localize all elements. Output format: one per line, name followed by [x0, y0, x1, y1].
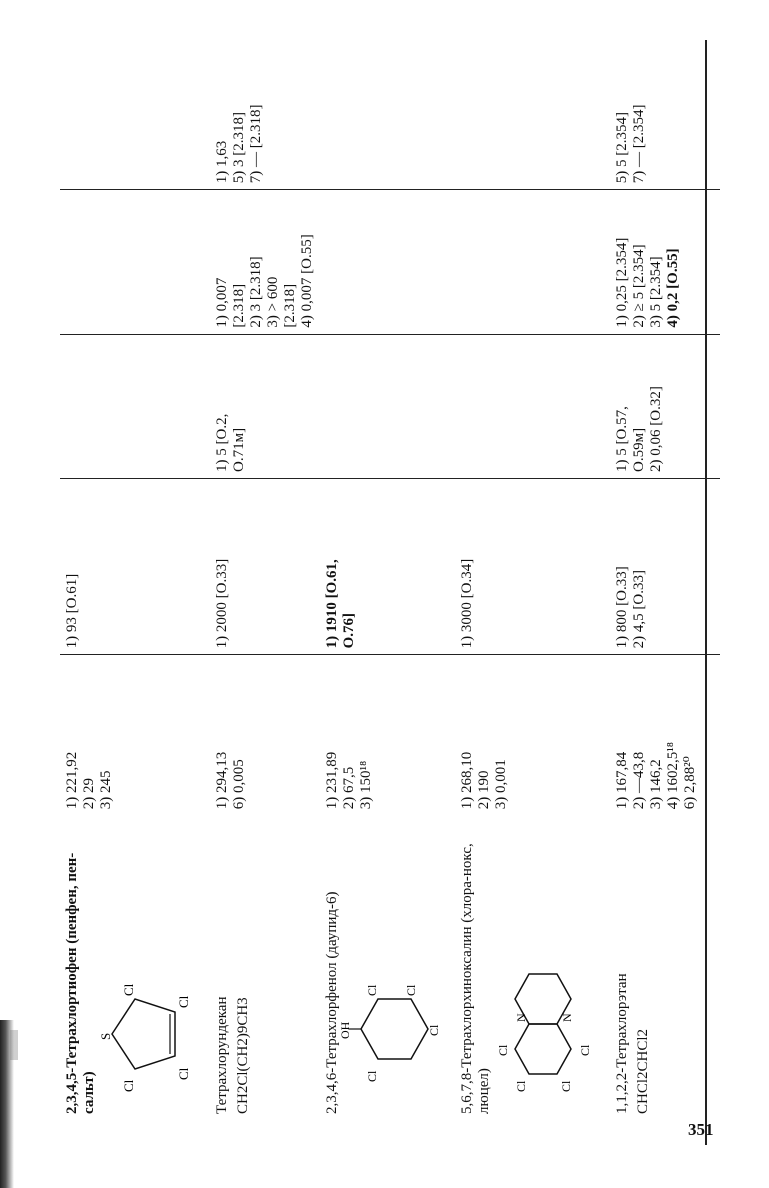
toxicity-cell-3 — [455, 190, 610, 334]
toxicity-cell-4 — [455, 40, 610, 190]
substance-formula: CH2Cl(CH2)9CH3 — [235, 997, 251, 1114]
substance-name: 1,1,2,2-Тетрахлорэтан — [614, 973, 630, 1114]
table-row — [210, 40, 320, 1120]
svg-text:N: N — [560, 1013, 574, 1022]
toxicity-cell-4 — [320, 40, 455, 190]
svg-text:Cl: Cl — [176, 1067, 191, 1080]
toxicity-cell-1: 1) 1910 [O.61, O.76] — [324, 559, 357, 649]
physical-props-cell: 1) 167,84 2) —43,8 3) 146,2 4) 1602,5¹⁸ 6) 2,88²⁰ — [614, 742, 698, 810]
toxicity-cell-4 — [60, 40, 210, 190]
physical-props-cell: 1) 221,92 2) 29 3) 245 — [64, 751, 114, 810]
svg-text:OH: OH — [338, 1021, 352, 1039]
toxicity-cell-3 — [320, 190, 455, 334]
table-row — [320, 40, 455, 1120]
physical-props-cell: 1) 268,10 2) 190 3) 0,001 — [459, 751, 509, 810]
svg-text:N: N — [514, 1013, 528, 1022]
svg-text:Cl: Cl — [365, 984, 379, 996]
toxicity-cell-1: 1) 800 [O.33] 2) 4,5 [O.33] — [614, 566, 647, 649]
table-row — [455, 40, 610, 1120]
substance-name: Тетрахлорундекан — [214, 996, 230, 1114]
substance-name: 2,3,4,5-Тетрахлортиофен (пенфен, пен-сальт) — [64, 852, 97, 1114]
substance-cell — [60, 815, 210, 1120]
toxicity-cell-2 — [455, 334, 610, 478]
toxicity-cell-3: 1) 0,007 [2.318] 2) 3 [2.318] 3) > 600 [2.318] 4) 0,007 [O.55] — [214, 234, 315, 328]
toxicity-cell-2 — [60, 334, 210, 478]
toxicity-cell-3: 1) 0,25 [2.354] 2) ≥ 5 [2.354] 3) 5 [2.354] 4) 0,2 [O.55] — [614, 237, 681, 328]
svg-text:Cl: Cl — [121, 1079, 136, 1092]
toxicity-cell-2: 1) 5 [O.2, O.71м] — [214, 413, 247, 472]
toxicity-cell-4: 1) 1,63 5) 3 [2.318] 7) — [2.318] — [214, 104, 264, 184]
substance-cell — [210, 815, 320, 1120]
toxicity-cell-1: 1) 3000 [O.34] — [459, 558, 475, 649]
scan-artifact — [10, 1030, 18, 1060]
substance-cell — [610, 815, 720, 1120]
physical-props-cell: 1) 294,13 6) 0,005 — [214, 751, 247, 810]
toxicity-table — [60, 40, 720, 1120]
substance-formula: CHCl2CHCl2 — [635, 1028, 651, 1114]
svg-text:Cl: Cl — [427, 1024, 441, 1036]
struct-label: S — [98, 1032, 113, 1040]
toxicity-cell-1: 1) 93 [O.61] — [64, 573, 80, 649]
svg-text:Cl: Cl — [176, 995, 191, 1008]
toxicity-cell-2: 1) 5 [O.57, O.59м] 2) 0,06 [O.32] — [614, 386, 664, 472]
svg-text:Cl: Cl — [559, 1080, 573, 1092]
toxicity-cell-2 — [320, 334, 455, 478]
svg-text:Cl: Cl — [514, 1080, 528, 1092]
svg-text:Cl: Cl — [121, 983, 136, 996]
substance-cell — [455, 815, 610, 1120]
rotated-table-page — [60, 40, 710, 1120]
phenol-structure-icon — [338, 964, 441, 1094]
table-row — [60, 40, 210, 1120]
substance-name: 5,6,7,8-Тетрахлорхиноксалин (хлора-нокс, люцел) — [459, 843, 492, 1114]
substance-cell — [320, 815, 455, 1120]
svg-text:Cl: Cl — [496, 1044, 510, 1056]
quinoxaline-structure-icon — [495, 944, 595, 1094]
page-number: 351 — [688, 1120, 714, 1139]
table-row — [610, 40, 720, 1120]
substance-name: 2,3,4,6-Тетрахлорфенол (даупид-6) — [324, 891, 340, 1114]
thiophene-structure-icon — [100, 974, 190, 1094]
svg-text:Cl: Cl — [578, 1044, 592, 1056]
svg-text:Cl: Cl — [365, 1070, 379, 1082]
physical-props-cell: 1) 231,89 2) 67,5 3) 150¹⁸ — [324, 751, 374, 810]
toxicity-cell-4: 5) 5 [2.354] 7) — [2.354] — [614, 104, 647, 184]
svg-text:Cl: Cl — [404, 984, 418, 996]
toxicity-cell-1: 1) 2000 [O.33] — [214, 558, 230, 649]
toxicity-cell-3 — [60, 190, 210, 334]
